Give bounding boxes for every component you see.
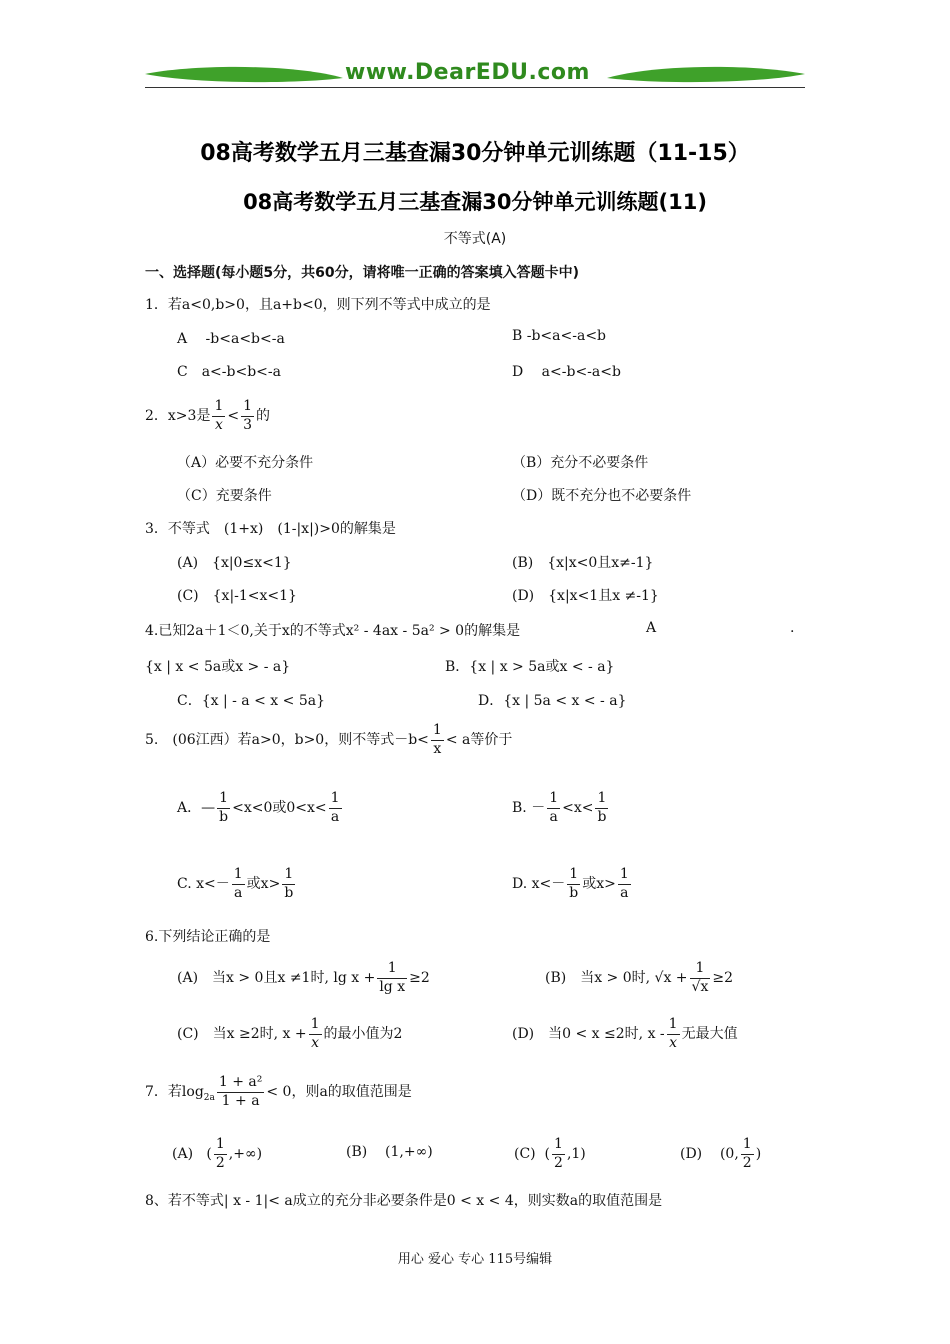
q7-a-den: 2 xyxy=(215,1154,225,1171)
q6-option-c xyxy=(177,1016,402,1052)
q5-b-n1: 1 xyxy=(549,790,559,806)
q1-option-b: B -b<a<-a<b xyxy=(512,328,607,344)
q1-option-a: A -b<a<b<-a xyxy=(177,331,285,347)
q2-frac-1-den: x xyxy=(212,416,225,435)
q2-lt: < xyxy=(227,408,240,424)
q5-option-d xyxy=(512,866,633,902)
q7-num: 1 + a² xyxy=(218,1074,263,1090)
q4-option-a: {x | x < 5a或x > - a} xyxy=(145,659,291,675)
q7-c-den: 2 xyxy=(554,1154,563,1171)
q5-frac-den: x xyxy=(431,740,444,759)
q2-pre: 2．x>3是 xyxy=(145,408,211,424)
q2-frac-1-num: 1 xyxy=(214,398,224,414)
q5-d-d2: a xyxy=(618,884,631,903)
q6-option-d xyxy=(512,1016,738,1052)
q6-c-num: 1 xyxy=(310,1016,320,1032)
q7-c-label: (C) xyxy=(514,1146,536,1162)
right-leaf-icon xyxy=(605,64,805,86)
q5-b-frac-1 xyxy=(547,790,560,826)
q7-option-b xyxy=(346,1144,433,1160)
q7-a-pre: ( xyxy=(206,1146,212,1162)
page-subtitle: 08高考数学五月三基查漏30分钟单元训练题(11) xyxy=(243,190,707,214)
q7-b-label: (B) xyxy=(346,1144,368,1160)
q3-option-c: (C) {x|-1<x<1} xyxy=(177,588,297,604)
q5-d-frac-1 xyxy=(567,866,580,902)
q5-d-n1: 1 xyxy=(569,866,579,882)
q5-pre: 5. (06江西）若a>0，b>0，则不等式－b< xyxy=(145,732,429,748)
q7-c-frac xyxy=(552,1136,565,1172)
q6-d-den: x xyxy=(667,1034,680,1053)
q5-d-n2: 1 xyxy=(619,866,629,882)
q5-a-n1: 1 xyxy=(219,790,229,806)
q1-option-d: D a<-b<-a<b xyxy=(512,364,621,380)
q5-option-c xyxy=(177,866,297,902)
q5-a-frac-1 xyxy=(217,790,230,826)
q7-c-pre: ( xyxy=(544,1146,551,1162)
q5-b-n2: 1 xyxy=(597,790,607,806)
q5-a-n2: 1 xyxy=(330,790,340,806)
header-rule xyxy=(145,87,805,88)
q5-d-frac-2 xyxy=(618,866,631,902)
q5-a-d2: a xyxy=(329,808,342,827)
q7-c-post: ,1) xyxy=(566,1146,586,1162)
q2-frac-1 xyxy=(212,398,225,434)
q6-option-b xyxy=(545,960,733,996)
q6-b-pre: (B) 当x > 0时, √x + xyxy=(545,970,688,986)
q7-den: 1 + a xyxy=(217,1092,265,1111)
q5-b-d1: a xyxy=(547,808,560,827)
question-6-stem: 6.下列结论正确的是 xyxy=(145,929,271,945)
question-7-stem xyxy=(145,1074,412,1110)
page-title: 08高考数学五月三基查漏30分钟单元训练题（11-15） xyxy=(200,141,750,166)
q3-option-d: (D) {x|x<1且x ≠-1} xyxy=(512,588,659,604)
q7-b-value: (1,+∞) xyxy=(385,1144,433,1160)
q5-option-a xyxy=(177,790,344,826)
q2-option-a: （A）必要不充分条件 xyxy=(177,455,314,471)
q5-frac-num: 1 xyxy=(432,722,442,738)
section-subtitle: 不等式(A) xyxy=(443,231,507,247)
q5-c-d1: a xyxy=(232,884,245,903)
q7-d-num: 1 xyxy=(742,1136,752,1152)
q6-b-den: √x xyxy=(691,978,709,995)
q6-c-den: x xyxy=(309,1034,322,1053)
header-logo xyxy=(145,58,805,92)
q3-option-b: (B) {x|x<0且x≠-1} xyxy=(512,555,654,571)
q5-d-mid: 或x> xyxy=(582,876,616,892)
q7-d-post: ) xyxy=(755,1146,762,1162)
q6-b-frac xyxy=(690,960,711,996)
q6-d-frac xyxy=(667,1016,680,1052)
q6-a-pre: (A) 当x > 0且x ≠1时, lg x + xyxy=(177,970,376,986)
q6-c-pre: (C) 当x ≥2时, x + xyxy=(177,1026,307,1042)
q6-d-post: 无最大值 xyxy=(681,1026,738,1042)
q5-c-pre: C. x<－ xyxy=(177,876,230,892)
q5-a-pre: A．— xyxy=(177,800,216,816)
q5-a-mid: <x<0或0<x< xyxy=(232,800,327,816)
q7-d-frac xyxy=(741,1136,754,1172)
logo-text: www.DearEDU.com xyxy=(345,60,590,85)
q5-c-frac-2 xyxy=(282,866,295,902)
q5-post: < a等价于 xyxy=(445,732,513,748)
q5-d-d1: b xyxy=(569,884,579,901)
q7-post: < 0，则a的取值范围是 xyxy=(266,1084,412,1100)
q5-c-n2: 1 xyxy=(284,866,294,882)
q5-b-mid: <x< xyxy=(562,800,594,816)
q5-b-pre: B. － xyxy=(512,800,546,816)
q5-c-d2: b xyxy=(284,884,294,901)
q6-d-num: 1 xyxy=(668,1016,678,1032)
q5-a-d1: b xyxy=(219,808,229,825)
q7-a-num: 1 xyxy=(215,1136,225,1152)
q2-option-c: （C）充要条件 xyxy=(177,488,272,504)
q4-option-c: C．{x | - a < x < 5a} xyxy=(177,693,325,709)
q2-option-d: （D）既不充分也不必要条件 xyxy=(512,488,692,504)
q6-b-num: 1 xyxy=(695,960,705,976)
left-leaf-icon xyxy=(145,64,345,86)
q1-option-c: C a<-b<b<-a xyxy=(177,364,281,380)
q5-frac xyxy=(431,722,444,758)
q2-frac-2 xyxy=(241,398,254,434)
question-3-stem: 3．不等式 (1+x) (1-|x|)>0的解集是 xyxy=(145,521,396,537)
q7-a-post: ,+∞) xyxy=(228,1146,263,1162)
q2-frac-2-num: 1 xyxy=(243,398,253,414)
q5-option-b xyxy=(512,790,610,826)
q4-option-b: B．{x | x > 5a或x < - a} xyxy=(445,659,615,675)
q7-c-num: 1 xyxy=(554,1136,563,1152)
q7-d-den: 2 xyxy=(742,1154,752,1171)
q7-a-frac xyxy=(214,1136,227,1172)
q4-dot: . xyxy=(790,620,795,636)
q6-a-frac xyxy=(377,960,407,996)
q5-c-frac-1 xyxy=(232,866,245,902)
q6-d-pre: (D) 当0 < x ≤2时, x - xyxy=(512,1026,665,1042)
q7-option-d xyxy=(680,1136,761,1172)
page-footer: 用心 爱心 专心 115号编辑 xyxy=(397,1252,553,1267)
q6-c-post: 的最小值为2 xyxy=(323,1026,403,1042)
question-8-stem: 8、若不等式| x - 1|< a成立的充分非必要条件是0 < x < 4，则实数a的取值范围是 xyxy=(145,1193,663,1209)
q5-b-frac-2 xyxy=(595,790,608,826)
q2-frac-2-den: 3 xyxy=(243,416,253,433)
q7-option-c xyxy=(514,1136,586,1172)
q6-b-post: ≥2 xyxy=(712,970,734,986)
q5-b-d2: b xyxy=(597,808,607,825)
q7-frac xyxy=(217,1074,265,1110)
q7-option-a xyxy=(172,1136,262,1172)
q6-c-frac xyxy=(309,1016,322,1052)
q7-log-base: 2a xyxy=(203,1092,215,1103)
q6-a-den: lg x xyxy=(379,978,406,995)
q4-answer: A xyxy=(646,620,657,636)
q7-d-pre: (0, xyxy=(719,1146,739,1162)
q7-pre: 7．若log xyxy=(145,1084,204,1100)
q2-post: 的 xyxy=(256,408,271,424)
q5-a-frac-2 xyxy=(329,790,342,826)
question-2-stem xyxy=(145,398,270,434)
q5-c-n1: 1 xyxy=(233,866,243,882)
q6-a-num: 1 xyxy=(387,960,397,976)
question-1-stem: 1．若a<0,b>0，且a+b<0，则下列不等式中成立的是 xyxy=(145,297,491,313)
q6-a-post: ≥2 xyxy=(409,970,430,986)
q7-a-label: (A) xyxy=(172,1146,194,1162)
question-5-stem xyxy=(145,722,512,758)
q4-option-d: D．{x | 5a < x < - a} xyxy=(478,693,627,709)
q5-d-pre: D. x<－ xyxy=(512,876,566,892)
q7-d-label: (D) xyxy=(680,1146,703,1162)
q6-option-a xyxy=(177,960,430,996)
q2-option-b: （B）充分不必要条件 xyxy=(512,455,649,471)
q3-option-a: (A) {x|0≤x<1} xyxy=(177,555,292,571)
question-4-stem: 4.已知2a＋1＜0,关于x的不等式x² - 4ax - 5a² > 0的解集是 xyxy=(145,623,521,639)
section-heading: 一、选择题(每小题5分，共60分，请将唯一正确的答案填入答题卡中) xyxy=(145,265,580,281)
q5-c-mid: 或x> xyxy=(246,876,281,892)
